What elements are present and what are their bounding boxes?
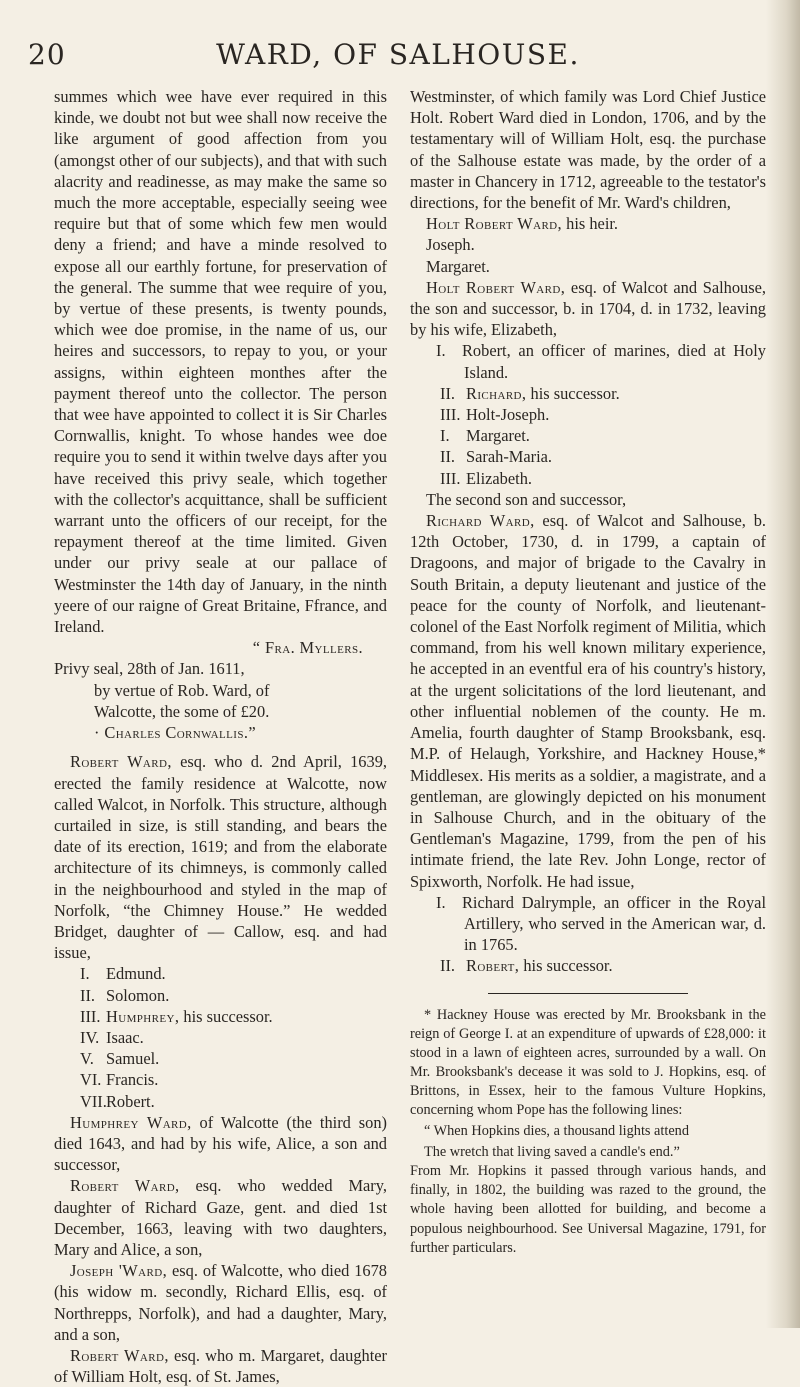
list-item: III. Elizabeth.: [440, 468, 532, 488]
humphrey-ward-entry: Humphrey Ward, of Walcotte (the third son) died 1643, and had by his wife, Alice, a son and successor,: [54, 1112, 387, 1175]
page-edge-shadow: [766, 0, 800, 1328]
list-item: I. Edmund.: [80, 964, 166, 984]
joseph-entry: Joseph.: [426, 235, 475, 255]
list-item: II. Sarah-Maria.: [440, 447, 553, 467]
page-number: 20: [28, 38, 66, 71]
list-item: II. Solomon.: [80, 985, 170, 1005]
footnote: [410, 1006, 766, 1258]
left-column: [54, 86, 387, 1387]
page-header: [28, 38, 768, 78]
list-item: VII.Robert.: [80, 1091, 155, 1111]
footnote-hopkins: From Mr. Hopkins it passed through various hands, and finally, in 1802, the building was razed to the ground, the whole having been allotted for building, and become a populous neighbourhood. See Universal Magazine, 1791, for further particulars.: [410, 1163, 766, 1256]
robert-ward-text: esq. who d. 2nd April, 1639, erected the family residence at Walcotte, now called Walcot, in Norfolk. This structure, although curtailed in size, is still standing, and bears the date of its erection, 1619; and from the elaborate architecture of its chimneys, is commonly called in the neighbourhood and styled in the map of Norfolk, “the Chimney House.” He wedded Bridget, daughter of — Callow, esq. and had issue,: [54, 752, 387, 963]
issue-list: [410, 892, 766, 977]
second-son-line: The second son and successor,: [426, 489, 627, 509]
children-list: [54, 963, 387, 1111]
right-column: [410, 86, 766, 1258]
westminster-paragraph: Westminster, of which family was Lord Chief Justice Holt. Robert Ward died in London, 1706, and by the testamentary will of William Holt, esq. the purchase of the Salhouse estate was made, by the order of a master in Chancery in 1712, agreeable to the testator's directions, for the benefit of Mr. Ward's children,: [410, 87, 766, 213]
list-item: III. Holt-Joseph.: [440, 405, 550, 425]
footnote-hackney-house: * Hackney House was erected by Mr. Brooksbank in the reign of George I. at an expenditure of upwards of £28,000: it stood in a lawn of eighteen acres, surrounded by a wall. On Mr. Brooksbank's decease it was sold to J. Hopkins, esq. of Brittons, in Essex, heir to the famous Vulture Hopkins, concerning whom Pope has the following lines:: [410, 1006, 766, 1118]
running-head: WARD, OF SALHOUSE.: [216, 38, 580, 71]
list-item: II. Robert, his successor.: [440, 956, 613, 976]
footnote-quote-line-1: “ When Hopkins dies, a thousand lights attend: [424, 1123, 689, 1140]
privy-seal-note: [54, 658, 387, 743]
richard-ward-entry: Richard Ward, esq. of Walcot and Salhouse, b. 12th October, 1730, d. in 1799, a captain of Dragoons, and major of brigade to the Cavalry in South Britain, a deputy lieutenant and justice of the peace for the county of Norfolk, and lieutenant-colonel of the East Norfolk regiment of Militia, which command, from his well known military experience, he accepted in an eventful era of his country's history, at the urgent solicitations of the lord lieutenant, and other influential noblemen of the county. He m. Amelia, fourth daughter of Stamp Brooksbank, esq. M.P. of Helaugh, Yorkshire, and Hackney House,* Middlesex. His merits as a soldier, a magistrate, and a gentleman, are glowingly depicted on his monument in Salhouse Church, and in the obituary of the Gentleman's Magazine, 1799, from the pen of his intimate friend, the late Rev. John Longe, rector of Spixworth, Norfolk. He had issue,: [410, 511, 766, 891]
privy-seal-letter: summes which wee have ever required in this kinde, we doubt not but wee shall now receive the like argument of good affection from you (amongst other of our subjects), and that with such alacrity and readinesse, as may make the same so much the more acceptable, especially seeing wee require but that of some which few men would deny a friend; and have a minde resolved to expose all our earthly fortune, for preservation of the general. The summe that wee require of you, by vertue of these presents, is twenty pounds, which wee doe promise, in the name of us, our heires and successors, to repay to you, or your assigns, within eighteen monthes after the payment thereof unto the collector. The person that wee have appointed to collect it is Sir Charles Cornwallis, knight. To whose handes wee doe require you to send it within twelve days after you have received this privy seale, which together with the collector's acquittance, shall be sufficient warrant unto the officers of our receipt, for the repayment thereof at the time limited. Given under our privy seale at our pallace of Westminster the 14th day of January, in the ninth yeere of our raigne of Great Britaine, Ffrance, and Ireland.: [54, 87, 387, 637]
list-item: II. Richard, his successor.: [440, 383, 620, 403]
seal-line-2: by vertue of Rob. Ward, of: [94, 680, 270, 700]
heir-entry: Holt Robert Ward, his heir.: [426, 214, 619, 234]
holt-robert-ward-entry: Holt Robert Ward, esq. of Walcot and Salhouse, the son and successor, b. in 1704, d. in 1732, leaving by his wife, Elizabeth,: [410, 277, 766, 340]
footnote-rule: [488, 993, 688, 994]
seal-line-3: Walcotte, the some of £20.: [94, 701, 270, 721]
sons-list: [410, 340, 766, 425]
list-item: I. Robert, an officer of marines, died at Holy Island.: [436, 341, 766, 382]
footnote-quote-line-2: The wretch that living saved a candle's end.”: [424, 1144, 680, 1161]
list-item: I. Margaret.: [440, 426, 530, 446]
margaret-entry: Margaret.: [426, 256, 490, 276]
seal-line-1: Privy seal, 28th of Jan. 1611,: [54, 659, 245, 679]
robert-ward-2-entry: Robert Ward, esq. who wedded Mary, daughter of Richard Gaze, gent. and died 1st December, 1663, leaving with two daughters, Mary and Alice, a son,: [54, 1176, 387, 1259]
seal-line-4: · Charles Cornwallis.”: [94, 723, 257, 743]
list-item: V. Samuel.: [80, 1049, 160, 1069]
signature: “ Fra. Myllers.: [252, 638, 363, 658]
list-item: I. Richard Dalrymple, an officer in the Royal Artillery, who served in the American war, d. in 1765.: [436, 892, 766, 955]
list-item: IV. Isaac.: [80, 1027, 144, 1047]
joseph-ward-entry: Joseph 'Ward, esq. of Walcotte, who died 1678 (his widow m. secondly, Richard Ellis, esq. of Northrepps, Norfolk), and had a daughter, Mary, and a son,: [54, 1261, 387, 1344]
robert-ward-entry: [54, 751, 387, 963]
robert-ward-name: Robert Ward,: [70, 752, 172, 772]
robert-ward-3-entry: Robert Ward, esq. who m. Margaret, daughter of William Holt, esq. of St. James,: [54, 1345, 388, 1387]
daughters-list: [410, 425, 766, 489]
list-item: VI. Francis.: [80, 1070, 159, 1090]
list-item: III. Humphrey, his successor.: [80, 1006, 273, 1026]
